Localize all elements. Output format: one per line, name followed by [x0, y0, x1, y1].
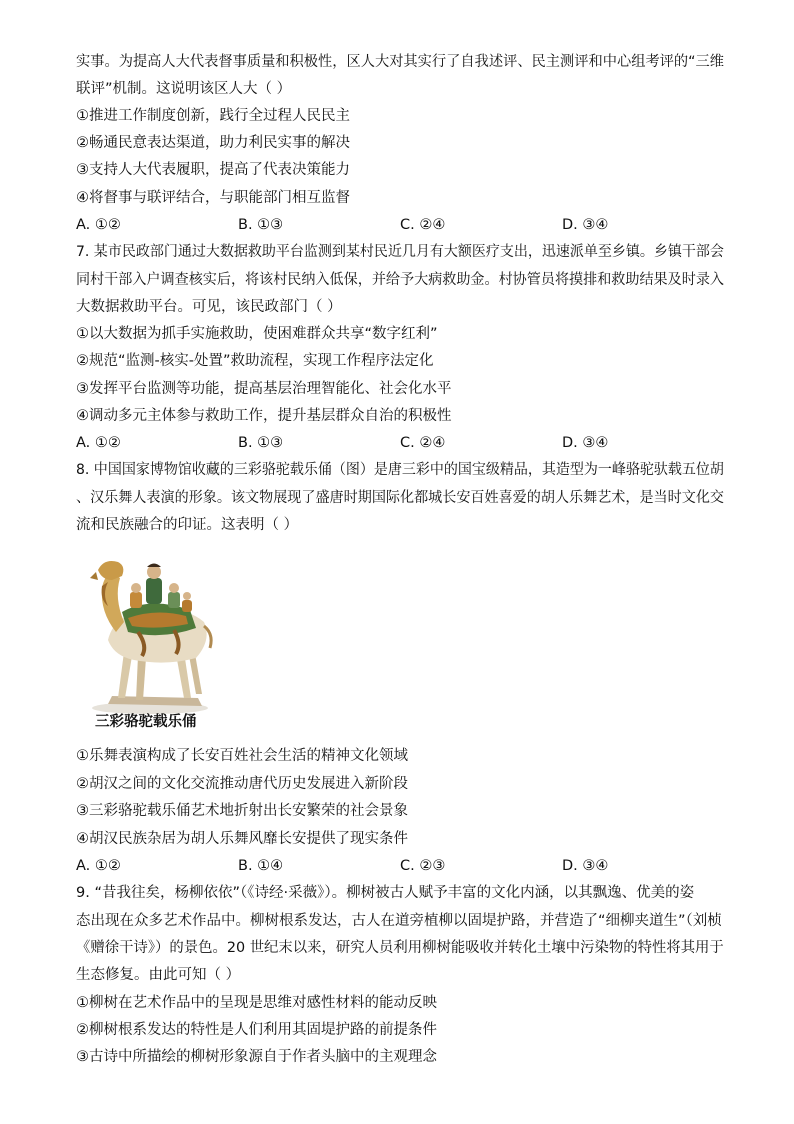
- q6-option-b[interactable]: B. ①③: [238, 217, 284, 233]
- q7-statement-3: ③发挥平台监测等功能，提高基层治理智能化、社会化水平: [76, 381, 452, 397]
- camel-figurine-image: [78, 548, 220, 730]
- q7-statement-4: ④调动多元主体参与救助工作，提升基层群众自治的积极性: [76, 408, 452, 424]
- q8-line-3: 流和民族融合的印证。这表明（ ）: [76, 517, 299, 533]
- q6-statement-4: ④将督事与联评结合，与职能部门相互监督: [76, 190, 350, 206]
- q7-options: [76, 433, 716, 453]
- q8-option-c[interactable]: C. ②③: [400, 858, 446, 874]
- q8-options: [76, 856, 716, 876]
- q7-statement-1: ①以大数据为抓手实施救助，使困难群众共享“数字红利”: [76, 326, 438, 342]
- q6-statement-1: ①推进工作制度创新，践行全过程人民民主: [76, 108, 350, 124]
- q6-statement-2: ②畅通民意表达渠道，助力利民实事的解决: [76, 135, 350, 151]
- q9-statement-2: ②柳树根系发达的特性是人们利用其固堤护路的前提条件: [76, 1022, 437, 1038]
- q6-statement-3: ③支持人大代表履职，提高了代表决策能力: [76, 162, 350, 178]
- q6-option-a[interactable]: A. ①②: [76, 217, 121, 233]
- q6-option-d[interactable]: D. ③④: [562, 217, 609, 233]
- q8-statement-1: ①乐舞表演构成了长安百姓社会生活的精神文化领域: [76, 748, 408, 764]
- q7-option-d[interactable]: D. ③④: [562, 435, 609, 451]
- q7-statement-2: ②规范“监测-核实-处置”救助流程，实现工作程序法定化: [76, 353, 434, 369]
- q6-options: [76, 215, 716, 235]
- q9-line-2: 态出现在众多艺术作品中。柳树根系发达，古人在道旁植柳以固堤护路，并营造了“细柳夹道生”（刘桢: [76, 913, 722, 929]
- q8-line-2: 、汉乐舞人表演的形象。该文物展现了盛唐时期国际化都城长安百姓喜爱的胡人乐舞艺术，是当时文化交: [76, 490, 724, 506]
- figure-caption: 三彩骆驼载乐俑: [95, 714, 197, 730]
- q9-statement-1: ①柳树在艺术作品中的呈现是思维对感性材料的能动反映: [76, 995, 437, 1011]
- q8-option-a[interactable]: A. ①②: [76, 858, 121, 874]
- q8-statement-2: ②胡汉之间的文化交流推动唐代历史发展进入新阶段: [76, 776, 408, 792]
- q7-line-2: 同村干部入户调查核实后，将该村民纳入低保，并给予大病救助金。村协管员将摸排和救助结果及时录入: [76, 272, 724, 288]
- q9-line-3: 《赠徐干诗》）的景色。20 世纪末以来，研究人员利用柳树能吸收并转化土壤中污染物的特性将其用于: [76, 940, 724, 956]
- q8-option-d[interactable]: D. ③④: [562, 858, 609, 874]
- q9-line-4: 生态修复。由此可知（ ）: [76, 967, 241, 983]
- q8-statement-3: ③三彩骆驼载乐俑艺术地折射出长安繁荣的社会景象: [76, 803, 408, 819]
- q8-line-1: 8. 中国国家博物馆收藏的三彩骆驼载乐俑（图）是唐三彩中的国宝级精品，其造型为一峰骆驼驮载五位胡: [76, 462, 724, 478]
- q7-line-1: 7. 某市民政部门通过大数据救助平台监测到某村民近几月有大额医疗支出，迅速派单至乡镇。乡镇干部会: [76, 244, 724, 260]
- q8-statement-4: ④胡汉民族杂居为胡人乐舞风靡长安提供了现实条件: [76, 831, 408, 847]
- q9-line-1: 9. “昔我往矣，杨柳依依”（《诗经·采薇》）。柳树被古人赋予丰富的文化内涵，以其飘逸、优美的姿: [76, 885, 695, 901]
- q6-option-c[interactable]: C. ②④: [400, 217, 446, 233]
- q8-option-b[interactable]: B. ①④: [238, 858, 284, 874]
- q9-statement-3: ③古诗中所描绘的柳树形象源自于作者头脑中的主观理念: [76, 1049, 437, 1065]
- q7-option-a[interactable]: A. ①②: [76, 435, 121, 451]
- q6-line-2: 联评”机制。这说明该区人大（ ）: [76, 81, 292, 97]
- q7-option-b[interactable]: B. ①③: [238, 435, 284, 451]
- q6-line-1: 实事。为提高人大代表督事质量和积极性，区人大对其实行了自我述评、民主测评和中心组考评的“三维: [76, 54, 725, 70]
- q7-option-c[interactable]: C. ②④: [400, 435, 446, 451]
- q7-line-3: 大数据救助平台。可见，该民政部门（ ）: [76, 299, 342, 315]
